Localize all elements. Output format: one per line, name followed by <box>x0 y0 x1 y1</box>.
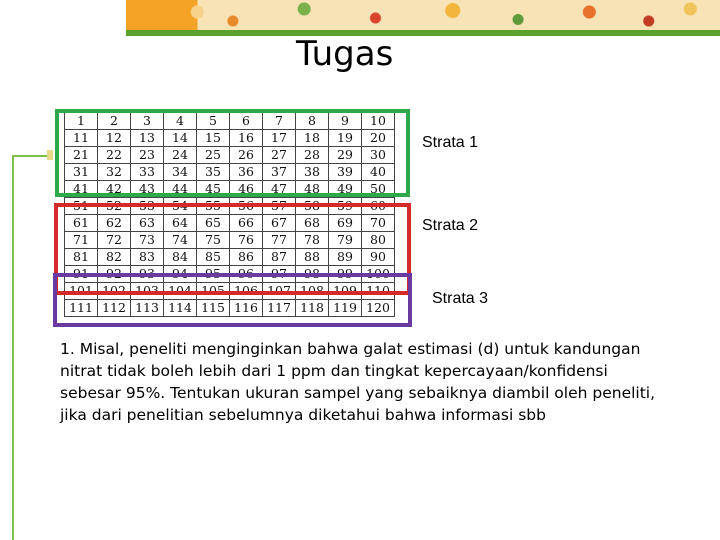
table-cell: 105 <box>197 283 230 300</box>
table-cell: 112 <box>98 300 131 317</box>
table-cell: 50 <box>362 181 395 198</box>
table-cell: 5 <box>197 113 230 130</box>
table-cell: 78 <box>296 232 329 249</box>
decorative-horizontal-line <box>12 155 50 157</box>
table-cell: 67 <box>263 215 296 232</box>
table-cell: 89 <box>329 249 362 266</box>
table-cell: 64 <box>164 215 197 232</box>
table-cell: 72 <box>98 232 131 249</box>
table-cell: 20 <box>362 130 395 147</box>
table-cell: 102 <box>98 283 131 300</box>
table-cell: 21 <box>65 147 98 164</box>
table-cell: 119 <box>329 300 362 317</box>
table-cell: 38 <box>296 164 329 181</box>
table-cell: 13 <box>131 130 164 147</box>
table-cell: 111 <box>65 300 98 317</box>
table-cell: 109 <box>329 283 362 300</box>
table-cell: 35 <box>197 164 230 181</box>
table-cell: 39 <box>329 164 362 181</box>
table-cell: 94 <box>164 266 197 283</box>
table-cell: 87 <box>263 249 296 266</box>
table-cell: 76 <box>230 232 263 249</box>
table-cell: 40 <box>362 164 395 181</box>
table-cell: 14 <box>164 130 197 147</box>
table-cell: 2 <box>98 113 131 130</box>
table-cell: 52 <box>98 198 131 215</box>
table-cell: 96 <box>230 266 263 283</box>
table-cell: 57 <box>263 198 296 215</box>
table-cell: 106 <box>230 283 263 300</box>
table-cell: 92 <box>98 266 131 283</box>
table-cell: 114 <box>164 300 197 317</box>
decorative-banner <box>126 0 720 30</box>
table-cell: 31 <box>65 164 98 181</box>
table-cell: 9 <box>329 113 362 130</box>
table-cell: 24 <box>164 147 197 164</box>
table-cell: 66 <box>230 215 263 232</box>
question-text: 1. Misal, peneliti menginginkan bahwa galat estimasi (d) untuk kandungan nitrat tidak boleh lebih dari 1 ppm dan tingkat kepercayaan/konfidensi sebesar 95%. Tentukan ukuran sampel yang sebaiknya diambil oleh peneliti, jika dari penelitian sebelumnya diketahui bahwa informasi sbb <box>60 340 656 424</box>
table-cell: 90 <box>362 249 395 266</box>
table-cell: 103 <box>131 283 164 300</box>
table-cell: 115 <box>197 300 230 317</box>
table-cell: 101 <box>65 283 98 300</box>
table-cell: 41 <box>65 181 98 198</box>
table-cell: 60 <box>362 198 395 215</box>
table-cell: 63 <box>131 215 164 232</box>
table-cell: 120 <box>362 300 395 317</box>
table-cell: 110 <box>362 283 395 300</box>
strata-3-box <box>53 273 412 327</box>
table-cell: 6 <box>230 113 263 130</box>
strata-3-label: Strata 3 <box>432 290 489 307</box>
table-cell: 11 <box>65 130 98 147</box>
table-cell: 97 <box>263 266 296 283</box>
table-cell: 62 <box>98 215 131 232</box>
table-cell: 27 <box>263 147 296 164</box>
slide-title: Tugas <box>296 34 394 74</box>
table-cell: 53 <box>131 198 164 215</box>
table-cell: 74 <box>164 232 197 249</box>
table-cell: 1 <box>65 113 98 130</box>
table-cell: 25 <box>197 147 230 164</box>
table-cell: 29 <box>329 147 362 164</box>
table-cell: 69 <box>329 215 362 232</box>
table-cell: 81 <box>65 249 98 266</box>
table-cell: 99 <box>329 266 362 283</box>
table-cell: 91 <box>65 266 98 283</box>
table-cell: 42 <box>98 181 131 198</box>
table-cell: 61 <box>65 215 98 232</box>
table-cell: 30 <box>362 147 395 164</box>
table-cell: 55 <box>197 198 230 215</box>
table-cell: 95 <box>197 266 230 283</box>
table-cell: 118 <box>296 300 329 317</box>
table-cell: 33 <box>131 164 164 181</box>
table-cell: 75 <box>197 232 230 249</box>
table-cell: 100 <box>362 266 395 283</box>
table-cell: 82 <box>98 249 131 266</box>
table-cell: 28 <box>296 147 329 164</box>
table-cell: 19 <box>329 130 362 147</box>
table-cell: 36 <box>230 164 263 181</box>
table-cell: 58 <box>296 198 329 215</box>
table-cell: 43 <box>131 181 164 198</box>
table-cell: 15 <box>197 130 230 147</box>
table-cell: 37 <box>263 164 296 181</box>
table-cell: 83 <box>131 249 164 266</box>
strata-2-label: Strata 2 <box>422 217 479 234</box>
strata-1-label: Strata 1 <box>422 134 479 151</box>
table-cell: 10 <box>362 113 395 130</box>
table-cell: 84 <box>164 249 197 266</box>
table-cell: 54 <box>164 198 197 215</box>
table-cell: 34 <box>164 164 197 181</box>
table-cell: 70 <box>362 215 395 232</box>
table-cell: 113 <box>131 300 164 317</box>
strata-1-box <box>55 109 410 197</box>
table-cell: 107 <box>263 283 296 300</box>
table-cell: 98 <box>296 266 329 283</box>
table-cell: 65 <box>197 215 230 232</box>
table-cell: 12 <box>98 130 131 147</box>
table-cell: 47 <box>263 181 296 198</box>
table-cell: 51 <box>65 198 98 215</box>
table-cell: 17 <box>263 130 296 147</box>
table-cell: 104 <box>164 283 197 300</box>
table-cell: 86 <box>230 249 263 266</box>
table-cell: 116 <box>230 300 263 317</box>
table-cell: 77 <box>263 232 296 249</box>
table-cell: 49 <box>329 181 362 198</box>
table-cell: 79 <box>329 232 362 249</box>
table-cell: 85 <box>197 249 230 266</box>
table-cell: 73 <box>131 232 164 249</box>
table-cell: 68 <box>296 215 329 232</box>
table-cell: 56 <box>230 198 263 215</box>
table-cell: 44 <box>164 181 197 198</box>
table-cell: 88 <box>296 249 329 266</box>
table-cell: 108 <box>296 283 329 300</box>
table-cell: 23 <box>131 147 164 164</box>
table-cell: 22 <box>98 147 131 164</box>
table-cell: 7 <box>263 113 296 130</box>
table-cell: 71 <box>65 232 98 249</box>
table-cell: 26 <box>230 147 263 164</box>
table-cell: 4 <box>164 113 197 130</box>
table-cell: 59 <box>329 198 362 215</box>
table-cell: 48 <box>296 181 329 198</box>
table-cell: 45 <box>197 181 230 198</box>
table-cell: 80 <box>362 232 395 249</box>
decorative-marker <box>47 150 53 160</box>
banner-accent-line <box>126 30 720 36</box>
table-cell: 32 <box>98 164 131 181</box>
table-cell: 117 <box>263 300 296 317</box>
decorative-vertical-line <box>12 157 14 540</box>
table-cell: 93 <box>131 266 164 283</box>
table-cell: 16 <box>230 130 263 147</box>
table-cell: 18 <box>296 130 329 147</box>
table-cell: 46 <box>230 181 263 198</box>
table-cell: 3 <box>131 113 164 130</box>
table-cell: 8 <box>296 113 329 130</box>
